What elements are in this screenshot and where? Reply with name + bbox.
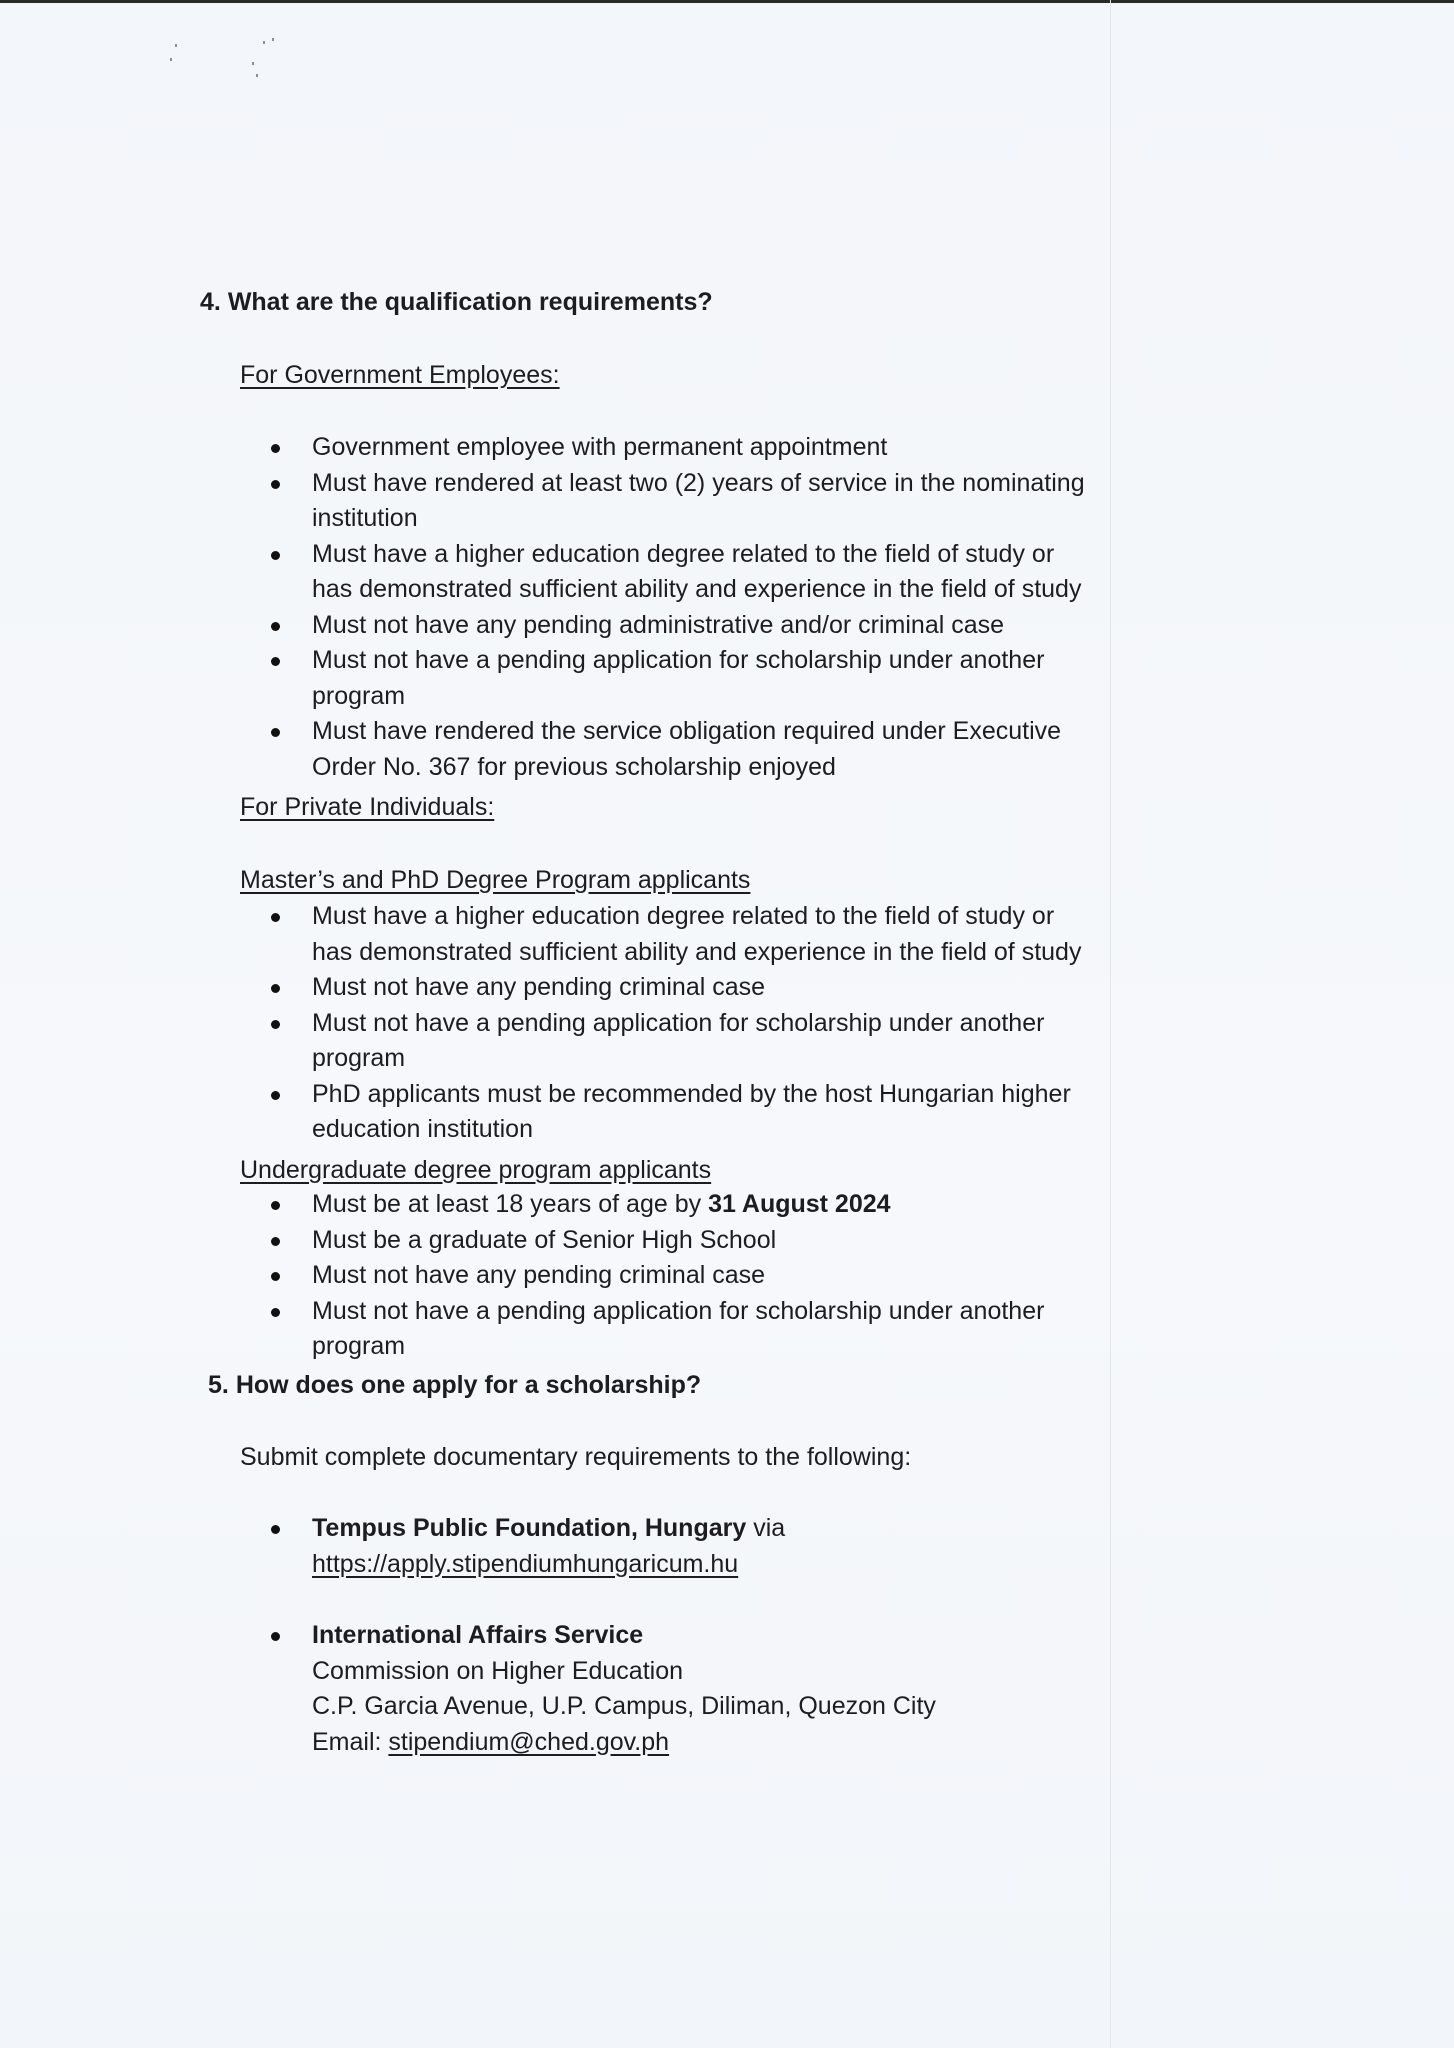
ias-email-label: Email:	[312, 1727, 389, 1756]
bullet-icon	[271, 1632, 280, 1641]
list-item	[0, 970, 1100, 1006]
question-5-heading	[208, 1370, 701, 1400]
bullet-icon	[271, 728, 280, 737]
tempus-link[interactable]: https://apply.stipendiumhungaricum.hu	[312, 1549, 739, 1578]
question-4-number: 4.	[200, 288, 221, 316]
bullet-icon	[271, 1237, 280, 1246]
tempus-list	[0, 1511, 1100, 1582]
question-4-title: What are the qualification requirements?	[227, 288, 713, 316]
list-item-text: Must have rendered the service obligation required under Executive Order No. 367 for previous scholarship enjoyed	[312, 717, 1062, 781]
list-item-tempus	[0, 1511, 1100, 1582]
masters-phd-heading: Master’s and PhD Degree Program applicants	[240, 866, 751, 894]
bullet-icon	[271, 1525, 280, 1534]
undergrad-requirements-list	[0, 1187, 1100, 1365]
bullet-icon	[271, 913, 280, 922]
list-item	[0, 537, 1100, 608]
question-4-heading	[200, 287, 713, 317]
tempus-name: Tempus Public Foundation, Hungary	[312, 1514, 747, 1542]
age-requirement-date: 31 August 2024	[708, 1190, 891, 1218]
list-item	[0, 1006, 1100, 1077]
bullet-icon	[271, 551, 280, 560]
ias-list	[0, 1618, 1100, 1760]
bullet-icon	[271, 1201, 280, 1210]
list-item-text: Must not have a pending application for scholarship under another program	[312, 646, 1045, 710]
bullet-icon	[271, 657, 280, 666]
bullet-icon	[271, 984, 280, 993]
ias-email-link[interactable]: stipendium@ched.gov.ph	[388, 1727, 670, 1756]
list-item-text: Government employee with permanent appointment	[312, 433, 888, 461]
list-item	[0, 714, 1100, 785]
bullet-icon	[271, 1272, 280, 1281]
ias-org: Commission on Higher Education	[312, 1656, 684, 1685]
bullet-icon	[271, 480, 280, 489]
question-5-number: 5.	[208, 1371, 229, 1399]
list-item	[0, 430, 1100, 466]
bullet-icon	[271, 444, 280, 453]
scan-fold-line	[1110, 0, 1111, 2048]
list-item-text: Must not have any pending criminal case	[312, 973, 766, 1001]
ias-email-line	[312, 1725, 1100, 1761]
bullet-icon	[271, 1020, 280, 1029]
list-item-text: Must not have a pending application for scholarship under another program	[312, 1008, 1045, 1072]
list-item-text: Must be a graduate of Senior High School	[312, 1225, 777, 1254]
question-5-title: How does one apply for a scholarship?	[235, 1371, 702, 1399]
apply-intro: Submit complete documentary requirements to the following:	[240, 1443, 912, 1471]
ias-address: C.P. Garcia Avenue, U.P. Campus, Diliman, Quezon City	[312, 1692, 936, 1720]
gov-employees-heading: For Government Employees:	[240, 361, 560, 389]
masters-phd-requirements-list	[0, 899, 1100, 1148]
undergrad-heading: Undergraduate degree program applicants	[240, 1156, 712, 1184]
list-item-text: Must have a higher education degree related to the field of study or has demonstrated sufficient ability and experience in the field of study	[312, 902, 1082, 966]
list-item	[0, 643, 1100, 714]
list-item-text: PhD applicants must be recommended by the host Hungarian higher education institution	[312, 1079, 1071, 1143]
list-item	[0, 899, 1100, 970]
bullet-icon	[271, 622, 280, 631]
list-item	[0, 1294, 1100, 1365]
bullet-icon	[271, 1091, 280, 1100]
list-item-text: Must not have any pending administrative and/or criminal case	[312, 610, 1005, 639]
list-item	[0, 466, 1100, 537]
list-item-text: Must not have a pending application for scholarship under another program	[312, 1296, 1045, 1360]
list-item-text: Must have rendered at least two (2) years of service in the nominating institution	[312, 468, 1085, 532]
tempus-via: via	[746, 1514, 786, 1542]
list-item-text: Must have a higher education degree related to the field of study or has demonstrated sufficient ability and experience in the field of study	[312, 539, 1082, 603]
ias-name: International Affairs Service	[312, 1621, 644, 1649]
list-item	[0, 608, 1100, 644]
list-item	[0, 1258, 1100, 1294]
list-item	[0, 1077, 1100, 1148]
scan-top-border	[0, 0, 1454, 3]
list-item	[0, 1187, 1100, 1223]
age-requirement-text: Must be at least 18 years of age by	[312, 1190, 709, 1218]
gov-requirements-list	[0, 430, 1100, 785]
bullet-icon	[271, 1308, 280, 1317]
private-individuals-heading: For Private Individuals:	[240, 793, 495, 821]
list-item-ias	[0, 1618, 1100, 1760]
list-item	[0, 1223, 1100, 1259]
list-item-text: Must not have any pending criminal case	[312, 1261, 766, 1289]
